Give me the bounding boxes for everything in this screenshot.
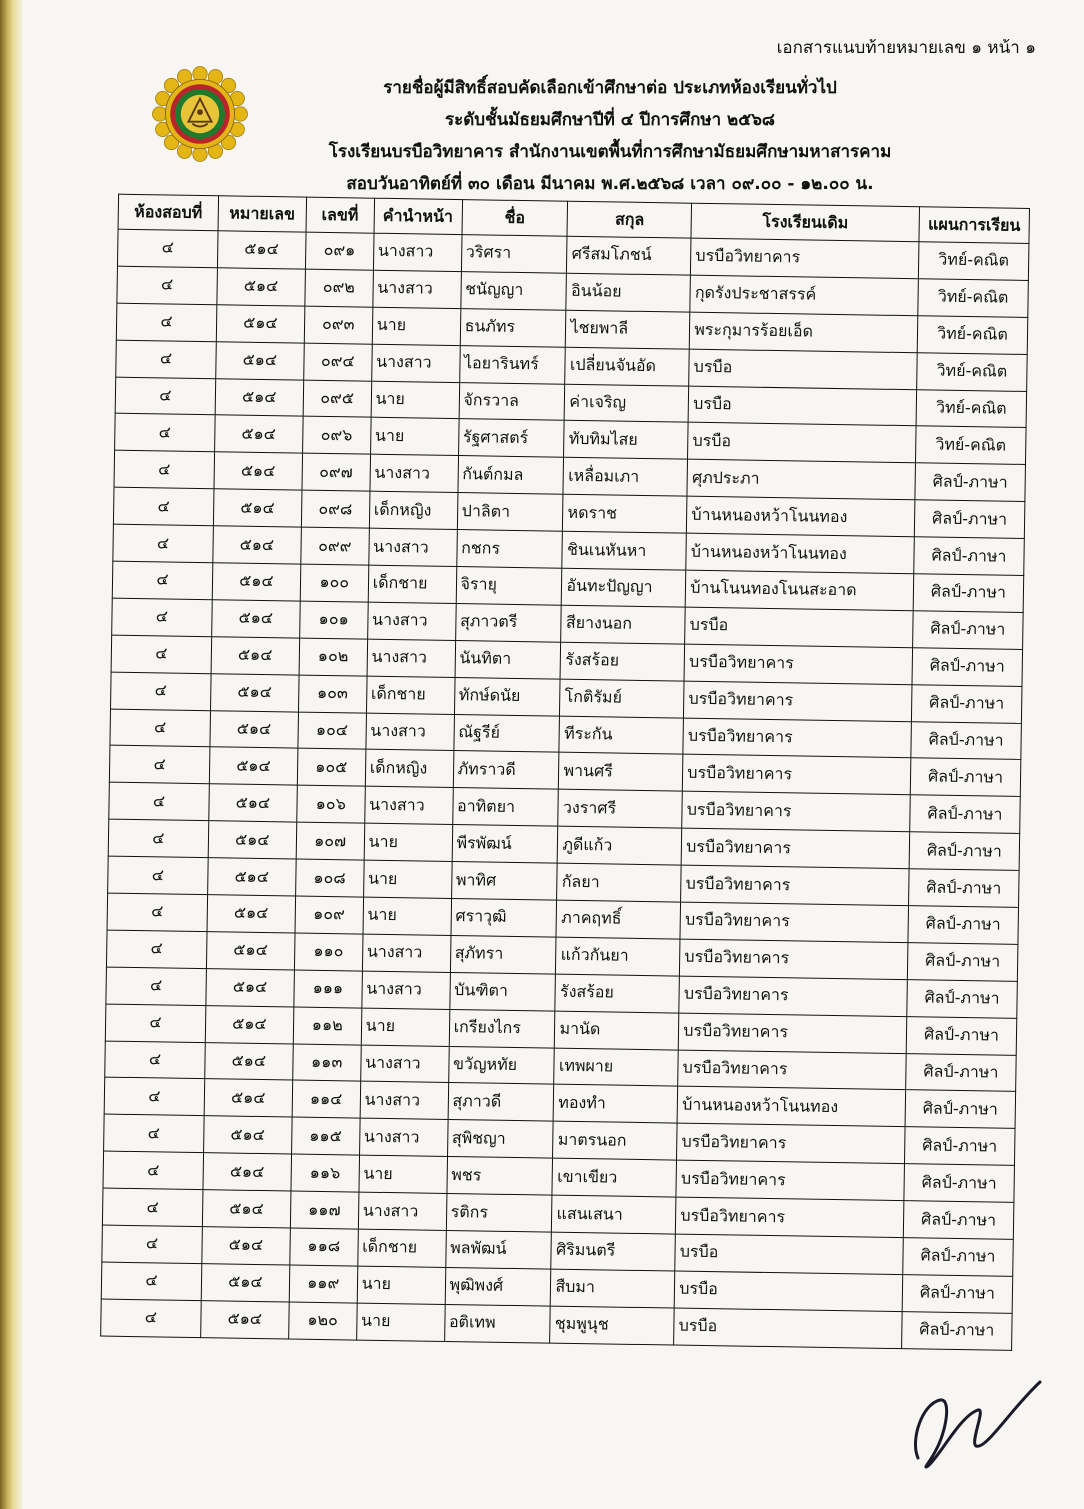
exam-room-cell: ๔: [116, 340, 216, 378]
seat-number-cell: ๐๙๔: [303, 343, 371, 381]
exam-room-cell: ๔: [111, 672, 211, 710]
previous-school-cell: บรบือวิทยาคาร: [682, 791, 910, 831]
surname-cell: อินน้อย: [566, 273, 690, 312]
title-cell: นาย: [356, 1303, 445, 1341]
study-plan-cell: ศิลป์-ภาษา: [902, 1275, 1013, 1314]
surname-cell: เปลี่ยนจันอัด: [565, 347, 689, 386]
previous-school-cell: บ้านหนองหว้าโนนทอง: [686, 533, 914, 573]
seat-number-cell: ๑๐๘: [295, 859, 363, 897]
previous-school-cell: บรบือ: [674, 1271, 902, 1311]
attachment-page-reference: เอกสารแนบท้ายหมายเลข ๑ หน้า ๑: [776, 38, 1036, 58]
header-exam-date: สอบวันอาทิตย์ที่ ๓๐ เดือน มีนาคม พ.ศ.๒๕๖๘ เวลา ๐๙.๐๐ - ๑๒.๐๐ น.: [346, 174, 874, 194]
room-number-cell: ๕๑๔: [203, 1153, 291, 1191]
seat-number-cell: ๑๑๒: [293, 1007, 361, 1045]
seat-number-cell: ๑๑๑: [294, 970, 362, 1008]
room-number-cell: ๕๑๔: [206, 932, 294, 970]
surname-cell: ชินเนหันหา: [562, 531, 686, 570]
study-plan-cell: ศิลป์-ภาษา: [905, 1090, 1016, 1129]
first-name-cell: รัฐศาสตร์: [458, 419, 564, 458]
room-number-cell: ๕๑๔: [217, 231, 305, 269]
seat-number-cell: ๐๙๗: [302, 453, 370, 491]
first-name-cell: วริศรา: [461, 235, 567, 274]
first-name-cell: อติเทพ: [444, 1304, 550, 1343]
study-plan-cell: ศิลป์-ภาษา: [902, 1311, 1013, 1350]
surname-cell: ภูดีแก้ว: [558, 826, 682, 865]
previous-school-cell: กุดรังประชาสรรค์: [690, 275, 918, 315]
study-plan-cell: วิทย์-คณิต: [917, 352, 1028, 391]
exam-room-cell: ๔: [112, 561, 212, 599]
room-number-cell: ๕๑๔: [214, 415, 302, 453]
exam-room-cell: ๔: [116, 303, 216, 341]
first-name-cell: ไอยารินทร์: [459, 345, 565, 384]
exam-room-cell: ๔: [115, 414, 215, 452]
room-number-cell: ๕๑๔: [209, 747, 297, 785]
surname-cell: อันทะปัญญา: [562, 568, 686, 607]
exam-room-cell: ๔: [102, 1225, 202, 1263]
surname-cell: ศรีสมโภชน์: [567, 236, 691, 275]
surname-cell: ทองทำ: [554, 1085, 678, 1124]
surname-cell: สืบมา: [551, 1269, 675, 1308]
previous-school-cell: บรบือวิทยาคาร: [676, 1160, 904, 1200]
column-header: แผนการเรียน: [919, 207, 1030, 244]
study-plan-cell: ศิลป์-ภาษา: [906, 1053, 1017, 1092]
candidate-table: [100, 194, 1030, 1351]
title-cell: เด็กชาย: [368, 565, 457, 603]
title-cell: เด็กชาย: [366, 676, 455, 714]
surname-cell: มานัด: [555, 1011, 679, 1050]
seat-number-cell: ๑๒๐: [288, 1302, 356, 1340]
room-number-cell: ๕๑๔: [217, 268, 305, 306]
previous-school-cell: บรบือวิทยาคาร: [691, 238, 919, 278]
surname-cell: มาตรนอก: [553, 1122, 677, 1161]
previous-school-cell: บรบือวิทยาคาร: [680, 939, 908, 979]
seat-number-cell: ๑๐๑: [299, 601, 367, 639]
seat-number-cell: ๑๐๒: [299, 638, 367, 676]
room-number-cell: ๕๑๔: [216, 305, 304, 343]
title-cell: นางสาว: [373, 270, 462, 308]
exam-room-cell: ๔: [103, 1151, 203, 1189]
first-name-cell: อาทิตยา: [452, 788, 558, 827]
column-header: คำนำหน้า: [374, 198, 462, 234]
surname-cell: เทพผาย: [554, 1048, 678, 1087]
study-plan-cell: ศิลป์-ภาษา: [913, 574, 1024, 613]
seat-number-cell: ๑๐๙: [295, 896, 363, 934]
title-cell: นางสาว: [367, 639, 456, 677]
column-header: ห้องสอบที่: [118, 194, 218, 231]
room-number-cell: ๕๑๔: [202, 1190, 290, 1228]
first-name-cell: ทักษ์ดนัย: [454, 677, 560, 716]
previous-school-cell: บรบือ: [688, 386, 916, 426]
title-cell: นางสาว: [366, 713, 455, 751]
surname-cell: ไชยพาลี: [566, 310, 690, 349]
title-cell: นางสาว: [360, 1082, 449, 1120]
study-plan-cell: ศิลป์-ภาษา: [910, 758, 1021, 797]
study-plan-cell: ศิลป์-ภาษา: [904, 1127, 1015, 1166]
seat-number-cell: ๑๐๗: [296, 822, 364, 860]
first-name-cell: ธนภัทร: [460, 308, 566, 347]
column-header: หมายเลข: [218, 196, 306, 232]
study-plan-cell: ศิลป์-ภาษา: [914, 500, 1025, 539]
first-name-cell: รติกร: [446, 1194, 552, 1233]
first-name-cell: ชนัญญา: [460, 271, 566, 310]
seat-number-cell: ๑๑๙: [289, 1265, 357, 1303]
first-name-cell: บันฑิตา: [449, 972, 555, 1011]
study-plan-cell: ศิลป์-ภาษา: [912, 648, 1023, 687]
study-plan-cell: ศิลป์-ภาษา: [913, 611, 1024, 650]
room-number-cell: ๕๑๔: [210, 710, 298, 748]
previous-school-cell: บรบือ: [675, 1234, 903, 1274]
study-plan-cell: วิทย์-คณิต: [915, 426, 1026, 465]
header-level: ระดับชั้นมัธยมศึกษาปีที่ ๔ ปีการศึกษา ๒๕๖๘: [444, 110, 776, 130]
previous-school-cell: บรบือวิทยาคาร: [681, 828, 909, 868]
previous-school-cell: บรบือวิทยาคาร: [677, 1123, 905, 1163]
exam-room-cell: ๔: [104, 1114, 204, 1152]
study-plan-cell: ศิลป์-ภาษา: [908, 906, 1019, 945]
room-number-cell: ๕๑๔: [207, 895, 295, 933]
previous-school-cell: บรบือ: [689, 349, 917, 389]
surname-cell: พานศรี: [559, 753, 683, 792]
column-header: โรงเรียนเดิม: [691, 203, 919, 242]
room-number-cell: ๕๑๔: [201, 1264, 289, 1302]
seat-number-cell: ๑๐๕: [297, 749, 365, 787]
surname-cell: เขาเขียว: [552, 1158, 676, 1197]
first-name-cell: พุฒิพงศ์: [445, 1267, 551, 1306]
exam-room-cell: ๔: [106, 930, 206, 968]
header-title: รายชื่อผู้มีสิทธิ์สอบคัดเลือกเข้าศึกษาต่อ ประเภทห้องเรียนทั่วไป: [383, 78, 837, 98]
room-number-cell: ๕๑๔: [215, 378, 303, 416]
exam-room-cell: ๔: [111, 635, 211, 673]
room-number-cell: ๕๑๔: [205, 1005, 293, 1043]
study-plan-cell: ศิลป์-ภาษา: [906, 1016, 1017, 1055]
column-header: ชื่อ: [462, 200, 568, 237]
previous-school-cell: บรบือวิทยาคาร: [683, 755, 911, 795]
surname-cell: วงราศรี: [558, 790, 682, 829]
surname-cell: ค่าเจริญ: [565, 384, 689, 423]
seat-number-cell: ๐๙๘: [301, 490, 369, 528]
room-number-cell: ๕๑๔: [212, 600, 300, 638]
previous-school-cell: ศุภประภา: [687, 459, 915, 499]
exam-room-cell: ๔: [113, 524, 213, 562]
seat-number-cell: ๑๑๕: [291, 1117, 359, 1155]
room-number-cell: ๕๑๔: [208, 821, 296, 859]
room-number-cell: ๕๑๔: [203, 1116, 291, 1154]
previous-school-cell: บรบือวิทยาคาร: [680, 902, 908, 942]
exam-room-cell: ๔: [109, 746, 209, 784]
exam-room-cell: ๔: [114, 450, 214, 488]
first-name-cell: ณัฐรีย์: [453, 714, 559, 753]
first-name-cell: พีรพัฒน์: [452, 825, 558, 864]
room-number-cell: ๕๑๔: [210, 673, 298, 711]
first-name-cell: ขวัญหทัย: [448, 1046, 554, 1085]
room-number-cell: ๕๑๔: [205, 1042, 293, 1080]
room-number-cell: ๕๑๔: [216, 341, 304, 379]
previous-school-cell: บรบือวิทยาคาร: [681, 865, 909, 905]
title-cell: นางสาว: [364, 786, 453, 824]
study-plan-cell: วิทย์-คณิต: [918, 279, 1029, 318]
title-cell: นางสาว: [358, 1192, 447, 1230]
title-cell: นางสาว: [359, 1118, 448, 1156]
title-cell: นางสาว: [368, 528, 457, 566]
seat-number-cell: ๐๙๕: [303, 380, 371, 418]
surname-cell: โกติรัมย์: [560, 679, 684, 718]
seat-number-cell: ๐๙๑: [305, 232, 373, 270]
exam-room-cell: ๔: [110, 709, 210, 747]
study-plan-cell: ศิลป์-ภาษา: [911, 684, 1022, 723]
seat-number-cell: ๑๐๓: [298, 675, 366, 713]
seat-number-cell: ๑๐๐: [300, 564, 368, 602]
room-number-cell: ๕๑๔: [211, 636, 299, 674]
first-name-cell: กันต์กมล: [458, 456, 564, 495]
first-name-cell: สุภาวตรี: [455, 603, 561, 642]
title-cell: นาย: [370, 418, 459, 456]
seat-number-cell: ๑๐๖: [297, 785, 365, 823]
study-plan-cell: ศิลป์-ภาษา: [903, 1238, 1014, 1277]
exam-room-cell: ๔: [117, 229, 217, 267]
previous-school-cell: บรบือวิทยาคาร: [676, 1197, 904, 1237]
seat-number-cell: ๑๐๔: [298, 712, 366, 750]
room-number-cell: ๕๑๔: [201, 1300, 289, 1338]
title-cell: นาย: [359, 1155, 448, 1193]
first-name-cell: นันทิตา: [455, 640, 561, 679]
surname-cell: ภาคฤทธิ์: [556, 900, 680, 939]
seat-number-cell: ๑๑๐: [294, 933, 362, 971]
exam-room-cell: ๔: [112, 598, 212, 636]
title-cell: นางสาว: [371, 344, 460, 382]
study-plan-cell: ศิลป์-ภาษา: [910, 795, 1021, 834]
study-plan-cell: ศิลป์-ภาษา: [903, 1201, 1014, 1240]
room-number-cell: ๕๑๔: [214, 452, 302, 490]
exam-room-cell: ๔: [115, 377, 215, 415]
seat-number-cell: ๑๑๔: [292, 1081, 360, 1119]
title-cell: นางสาว: [362, 934, 451, 972]
title-cell: นางสาว: [362, 971, 451, 1009]
room-number-cell: ๕๑๔: [207, 858, 295, 896]
study-plan-cell: ศิลป์-ภาษา: [907, 943, 1018, 982]
surname-cell: เหลื่อมเภา: [563, 458, 687, 497]
first-name-cell: เกรียงไกร: [449, 1009, 555, 1048]
seat-number-cell: ๐๙๒: [305, 269, 373, 307]
study-plan-cell: ศิลป์-ภาษา: [911, 721, 1022, 760]
surname-cell: รังสร้อย: [555, 974, 679, 1013]
seat-number-cell: ๑๑๓: [292, 1044, 360, 1082]
school-emblem-icon: [152, 66, 248, 162]
study-plan-cell: ศิลป์-ภาษา: [915, 463, 1026, 502]
exam-room-cell: ๔: [107, 893, 207, 931]
first-name-cell: ศราวุฒิ: [451, 899, 557, 938]
exam-room-cell: ๔: [101, 1299, 201, 1337]
gold-edge-decoration: [0, 0, 22, 1509]
study-plan-cell: วิทย์-คณิต: [916, 389, 1027, 428]
surname-cell: ทับทิมไสย: [564, 421, 688, 460]
seat-number-cell: ๐๙๖: [302, 417, 370, 455]
title-cell: นาย: [363, 897, 452, 935]
previous-school-cell: บรบือวิทยาคาร: [679, 976, 907, 1016]
first-name-cell: พลพัฒน์: [445, 1230, 551, 1269]
first-name-cell: พาทิศ: [451, 862, 557, 901]
previous-school-cell: บ้านหนองหว้าโนนทอง: [687, 496, 915, 536]
title-cell: เด็กหญิง: [369, 491, 458, 529]
exam-room-cell: ๔: [117, 266, 217, 304]
exam-room-cell: ๔: [102, 1188, 202, 1226]
title-cell: นาย: [364, 823, 453, 861]
surname-cell: ทีระกัน: [559, 716, 683, 755]
seat-number-cell: ๑๑๖: [291, 1154, 359, 1192]
room-number-cell: ๕๑๔: [206, 968, 294, 1006]
exam-room-cell: ๔: [108, 819, 208, 857]
first-name-cell: สุภัทรา: [450, 935, 556, 974]
previous-school-cell: บรบือ: [688, 423, 916, 463]
surname-cell: แสนเสนา: [552, 1195, 676, 1234]
room-number-cell: ๕๑๔: [213, 526, 301, 564]
first-name-cell: สุภาวดี: [448, 1083, 554, 1122]
first-name-cell: ปาลิตา: [457, 493, 563, 532]
previous-school-cell: บรบือวิทยาคาร: [679, 1013, 907, 1053]
exam-room-cell: ๔: [109, 782, 209, 820]
exam-room-cell: ๔: [105, 1004, 205, 1042]
title-cell: เด็กชาย: [357, 1229, 446, 1267]
study-plan-cell: วิทย์-คณิต: [918, 242, 1029, 281]
seat-number-cell: ๐๙๓: [304, 306, 372, 344]
exam-room-cell: ๔: [113, 487, 213, 525]
room-number-cell: ๕๑๔: [204, 1079, 292, 1117]
header-school: โรงเรียนบรบือวิทยาคาร สำนักงานเขตพื้นที่การศึกษามัธยมศึกษามหาสารคาม: [328, 142, 892, 162]
seat-number-cell: ๑๑๗: [290, 1191, 358, 1229]
first-name-cell: จักรวาล: [459, 382, 565, 421]
previous-school-cell: บรบือวิทยาคาร: [684, 644, 912, 684]
surname-cell: กัลยา: [557, 863, 681, 902]
exam-room-cell: ๔: [105, 1041, 205, 1079]
previous-school-cell: พระกุมารร้อยเอ็ด: [690, 312, 918, 352]
study-plan-cell: ศิลป์-ภาษา: [909, 832, 1020, 871]
surname-cell: ศิริมนตรี: [551, 1232, 675, 1271]
title-cell: นาย: [361, 1008, 450, 1046]
first-name-cell: พชร: [447, 1157, 553, 1196]
exam-room-cell: ๔: [108, 856, 208, 894]
title-cell: นาย: [372, 307, 461, 345]
previous-school-cell: บรบือ: [685, 607, 913, 647]
seat-number-cell: ๐๙๙: [301, 527, 369, 565]
study-plan-cell: ศิลป์-ภาษา: [909, 869, 1020, 908]
first-name-cell: จิรายุ: [456, 567, 562, 606]
study-plan-cell: ศิลป์-ภาษา: [914, 537, 1025, 576]
first-name-cell: สุพิชญา: [447, 1120, 553, 1159]
previous-school-cell: บ้านหนองหว้าโนนทอง: [677, 1087, 905, 1127]
first-name-cell: ภัทราวดี: [453, 751, 559, 790]
study-plan-cell: ศิลป์-ภาษา: [907, 979, 1018, 1018]
previous-school-cell: บรบือวิทยาคาร: [684, 681, 912, 721]
room-number-cell: ๕๑๔: [202, 1227, 290, 1265]
title-cell: นาย: [357, 1266, 446, 1304]
room-number-cell: ๕๑๔: [213, 489, 301, 527]
room-number-cell: ๕๑๔: [212, 563, 300, 601]
title-cell: นาย: [363, 860, 452, 898]
seat-number-cell: ๑๑๘: [290, 1228, 358, 1266]
column-header: สกุล: [567, 201, 691, 238]
previous-school-cell: บรบือ: [674, 1308, 902, 1348]
document-header: [260, 72, 960, 200]
title-cell: นางสาว: [367, 602, 456, 640]
exam-room-cell: ๔: [104, 1078, 204, 1116]
room-number-cell: ๕๑๔: [209, 784, 297, 822]
column-header: เลขที่: [306, 197, 374, 233]
title-cell: นางสาว: [373, 233, 462, 271]
title-cell: นาย: [371, 381, 460, 419]
title-cell: นางสาว: [360, 1045, 449, 1083]
exam-room-cell: ๔: [106, 967, 206, 1005]
previous-school-cell: บรบือวิทยาคาร: [683, 718, 911, 758]
first-name-cell: กชกร: [456, 530, 562, 569]
exam-room-cell: ๔: [101, 1262, 201, 1300]
previous-school-cell: บ้านโนนทองโนนสะอาด: [685, 570, 913, 610]
signature-icon: [900, 1370, 1070, 1480]
surname-cell: แก้วกันยา: [556, 937, 680, 976]
study-plan-cell: ศิลป์-ภาษา: [904, 1164, 1015, 1203]
previous-school-cell: บรบือวิทยาคาร: [678, 1050, 906, 1090]
title-cell: นางสาว: [370, 455, 459, 493]
surname-cell: หดราช: [563, 494, 687, 533]
surname-cell: รังสร้อย: [561, 642, 685, 681]
study-plan-cell: วิทย์-คณิต: [917, 316, 1028, 355]
title-cell: เด็กหญิง: [365, 750, 454, 788]
surname-cell: สียางนอก: [561, 605, 685, 644]
surname-cell: ชุมพูนุช: [550, 1306, 674, 1345]
